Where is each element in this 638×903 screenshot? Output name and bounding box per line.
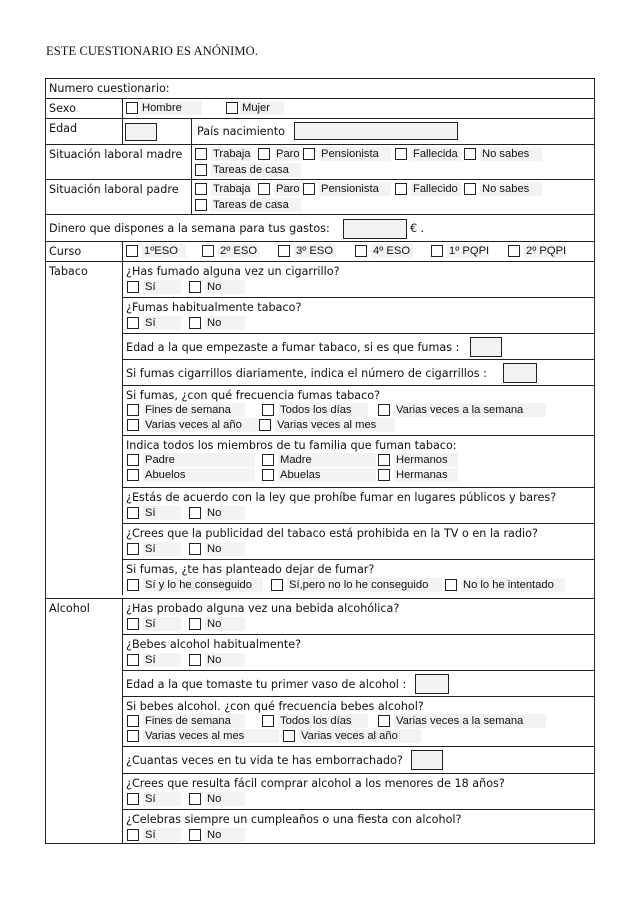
row-edad [46,119,594,145]
checkbox-madre-trabaja[interactable] [195,148,207,160]
checkbox-padre-pensionista[interactable] [303,183,315,195]
row-curso [46,242,594,262]
padre-label: Situación laboral padre [49,183,179,196]
tabaco-q1-no-label: No [205,280,245,294]
tabaco-q8-si[interactable] [127,543,139,555]
tabaco-q5-semana[interactable] [378,404,390,416]
alcohol-q6-text: ¿Crees que resulta fácil comprar alcohol a los menores de 18 años? [126,777,505,790]
opt-padre-nosabes: No sabes [480,182,542,196]
checkbox-padre-paro[interactable] [258,183,270,195]
tabaco-q7-no[interactable] [189,507,201,519]
tabaco-q9-conseguido-label: Sí y lo he conseguido [143,578,263,592]
alcohol-q4-fines-label: Fines de semana [143,714,245,728]
alcohol-q2-no[interactable] [189,654,201,666]
alcohol-q7-text: ¿Celebras siempre un cumpleaños o una fiesta con alcohol? [126,813,462,826]
tabaco-q6-abuelas-label: Abuelas [278,468,376,482]
alcohol-q5-input[interactable] [411,750,443,770]
tabaco-q7-si[interactable] [127,507,139,519]
alcohol-q2-si-label: Sí [143,653,181,667]
tabaco-q2-si[interactable] [127,317,139,329]
tabaco-q9-nointentado[interactable] [445,579,457,591]
tabaco-q5-mes-label: Varias veces al mes [275,418,395,432]
tabaco-q5-ano[interactable] [127,419,139,431]
tabaco-q8-si-label: Sí [143,542,181,556]
checkbox-curso-1pqpi[interactable] [431,245,443,257]
opt-madre-trabaja: Trabaja [213,148,251,160]
opt-curso-2eso: 2º ESO [218,244,260,258]
alcohol-q1-no-label: No [205,617,245,631]
tabaco-q5-todos-label: Todos los días [278,403,368,417]
tabaco-q9 [123,560,594,595]
tabaco-q6-hermanos-label: Hermanos [394,453,458,467]
row-sexo [46,99,594,119]
alcohol-q4-text: Si bebes alcohol. ¿con qué frecuencia bebes alcohol? [126,700,424,713]
alcohol-q6 [123,774,594,810]
pais-label: País nacimiento [197,125,286,138]
tabaco-q7 [123,488,594,524]
opt-padre-fallecido: Fallecido [411,182,461,196]
curso-label: Curso [49,245,82,258]
opt-madre-nosabes: No sabes [480,147,542,161]
tabaco-q9-noconseguido-label: Sí,pero no lo he conseguido [287,578,442,592]
dinero-unit: € . [410,222,425,235]
edad-input[interactable] [125,123,157,141]
tabaco-q5-mes[interactable] [259,419,271,431]
tabaco-q2-no[interactable] [189,317,201,329]
edad-label: Edad [49,122,78,135]
tabaco-q5-fines-label: Fines de semana [143,403,245,417]
tabaco-q6-padre[interactable] [127,454,139,466]
alcohol-q1-si[interactable] [127,618,139,630]
opt-curso-2pqpi: 2º PQPI [526,245,566,257]
opt-padre-pensionista: Pensionista [319,182,391,196]
form-header: ESTE CUESTIONARIO ES ANÓNIMO. [46,44,258,58]
opt-curso-1eso: 1ºESO [142,244,186,258]
tabaco-q9-text: Si fumas, ¿te has planteado dejar de fumar? [126,563,375,576]
tabaco-q5-fines[interactable] [127,404,139,416]
checkbox-curso-3eso[interactable] [278,245,290,257]
tabaco-q3-text: Edad a la que empezaste a fumar tabaco, si es que fumas : [126,341,460,354]
alcohol-q7-si-label: Sí [143,828,181,842]
opt-madre-pensionista: Pensionista [319,147,391,161]
alcohol-q2-si[interactable] [127,654,139,666]
alcohol-q3 [123,671,594,697]
alcohol-q4-todos-label: Todos los días [278,714,368,728]
tabaco-q6-text: Indica todos los miembros de tu familia que fuman tabaco: [126,439,457,452]
tabaco-q2 [123,298,594,334]
alcohol-q2 [123,635,594,671]
alcohol-q2-text: ¿Bebes alcohol habitualmente? [126,638,302,651]
madre-label: Situación laboral madre [49,148,183,161]
opt-curso-3eso: 3º ESO [294,244,336,258]
opt-padre-paro: Paro [276,183,300,195]
alcohol-q4-ano-label: Varias veces al año [299,729,421,743]
tabaco-q5-todos[interactable] [262,404,274,416]
alcohol-q1-si-label: Sí [143,617,181,631]
dinero-input[interactable] [343,219,407,239]
tabaco-q8-no[interactable] [189,543,201,555]
tabaco-q4-input[interactable] [503,363,537,383]
tabaco-q8 [123,524,594,560]
tabaco-q7-si-label: Sí [143,506,181,520]
questionnaire-table [45,78,595,844]
checkbox-padre-trabaja[interactable] [195,183,207,195]
alcohol-q2-no-label: No [205,653,245,667]
checkbox-madre-nosabes[interactable] [464,148,476,160]
tabaco-q5 [123,386,594,436]
tabaco-q4-text: Si fumas cigarrillos diariamente, indica el número de cigarrillos : [126,367,487,380]
section-alcohol [46,599,594,844]
tabaco-q6-abuelos-label: Abuelos [143,468,255,482]
row-madre [46,145,594,180]
alcohol-q7-no-label: No [205,828,245,842]
tabaco-q1-si[interactable] [127,281,139,293]
alcohol-q6-si[interactable] [127,793,139,805]
section-tabaco [46,262,594,599]
alcohol-q5 [123,747,594,774]
tabaco-q9-noconseguido[interactable] [271,579,283,591]
tabaco-q9-nointentado-label: No lo he intentado [461,578,565,592]
alcohol-q4-fines[interactable] [127,715,139,727]
opt-madre-paro: Paro [276,148,300,160]
tabaco-q8-no-label: No [205,542,245,556]
alcohol-q3-text: Edad a la que tomaste tu primer vaso de alcohol : [126,678,407,691]
checkbox-padre-nosabes[interactable] [464,183,476,195]
checkbox-padre-tareas[interactable] [195,199,207,211]
alcohol-q7-si[interactable] [127,829,139,841]
checkbox-curso-2pqpi[interactable] [508,245,520,257]
tabaco-q6-padre-label: Padre [143,453,255,467]
opt-madre-tareas: Tareas de casa [211,163,301,177]
tabaco-q8-text: ¿Crees que la publicidad del tabaco está prohibida en la TV o en la radio? [126,527,538,540]
alcohol-q6-no-label: No [205,792,245,806]
alcohol-q4-semana[interactable] [378,715,390,727]
alcohol-q4-mes-label: Varias veces al mes [143,729,279,743]
alcohol-q1 [123,599,594,635]
checkbox-padre-fallecido[interactable] [395,183,407,195]
pais-input[interactable] [294,122,458,140]
opt-madre-fallecida: Fallecida [411,147,461,161]
tabaco-q6 [123,436,594,488]
alcohol-q7-no[interactable] [189,829,201,841]
numero-label: Numero cuestionario: [49,82,170,95]
tabaco-q2-si-label: Sí [143,316,181,330]
tabaco-q6-hermanas-label: Hermanas [394,468,458,482]
tabaco-q6-madre-label: Madre [278,453,376,467]
sexo-label: Sexo [49,102,76,115]
tabaco-q3 [123,334,594,360]
alcohol-q4-ano[interactable] [283,730,295,742]
tabaco-q1-si-label: Sí [143,280,181,294]
checkbox-madre-tareas[interactable] [195,164,207,176]
row-dinero [46,215,594,242]
option-mujer: Mujer [240,101,284,115]
tabaco-q6-abuelos[interactable] [127,469,139,481]
tabaco-q1-no[interactable] [189,281,201,293]
row-padre [46,180,594,215]
tabaco-q6-madre[interactable] [262,454,274,466]
tabaco-q9-conseguido[interactable] [127,579,139,591]
checkbox-curso-1eso[interactable] [126,245,138,257]
tabaco-q5-semana-label: Varias veces a la semana [394,403,546,417]
alcohol-q3-input[interactable] [415,674,449,694]
tabaco-q1-text: ¿Has fumado alguna vez un cigarrillo? [126,265,340,278]
tabaco-q2-no-label: No [205,316,245,330]
opt-padre-trabaja: Trabaja [213,183,251,195]
tabaco-q2-text: ¿Fumas habitualmente tabaco? [126,301,302,314]
opt-curso-4eso: 4º ESO [371,244,413,258]
option-hombre: Hombre [140,101,202,115]
alcohol-q1-no[interactable] [189,618,201,630]
checkbox-madre-paro[interactable] [258,148,270,160]
alcohol-q4-mes[interactable] [127,730,139,742]
alcohol-q5-text: ¿Cuantas veces en tu vida te has emborrachado? [126,754,403,767]
alcohol-q6-no[interactable] [189,793,201,805]
tabaco-q6-hermanas[interactable] [378,469,390,481]
row-numero [46,79,594,99]
alcohol-q4-todos[interactable] [262,715,274,727]
checkbox-curso-2eso[interactable] [202,245,214,257]
tabaco-q6-abuelas[interactable] [262,469,274,481]
checkbox-mujer[interactable] [226,102,238,114]
checkbox-madre-fallecida[interactable] [395,148,407,160]
tabaco-q1 [123,262,594,298]
tabaco-q5-ano-label: Varias veces al año [143,418,259,432]
opt-curso-1pqpi: 1º PQPI [449,245,489,257]
checkbox-madre-pensionista[interactable] [303,148,315,160]
alcohol-q4-semana-label: Varias veces a la semana [394,714,546,728]
tabaco-q7-text: ¿Estás de acuerdo con la ley que prohíbe fumar en lugares públicos y bares? [126,491,557,504]
opt-padre-tareas: Tareas de casa [211,198,301,212]
alcohol-q4 [123,697,594,747]
tabaco-q3-input[interactable] [470,337,502,357]
tabaco-q5-text: Si fumas, ¿con qué frecuencia fumas tabaco? [126,389,381,402]
checkbox-hombre[interactable] [126,102,138,114]
alcohol-q1-text: ¿Has probado alguna vez una bebida alcohólica? [126,602,400,615]
checkbox-curso-4eso[interactable] [355,245,367,257]
alcohol-q6-si-label: Sí [143,792,181,806]
tabaco-label: Tabaco [49,265,88,278]
tabaco-q7-no-label: No [205,506,245,520]
tabaco-q4 [123,360,594,386]
alcohol-q7 [123,810,594,844]
tabaco-q6-hermanos[interactable] [378,454,390,466]
alcohol-label: Alcohol [49,602,90,615]
dinero-label: Dinero que dispones a la semana para tus gastos: [49,222,330,235]
